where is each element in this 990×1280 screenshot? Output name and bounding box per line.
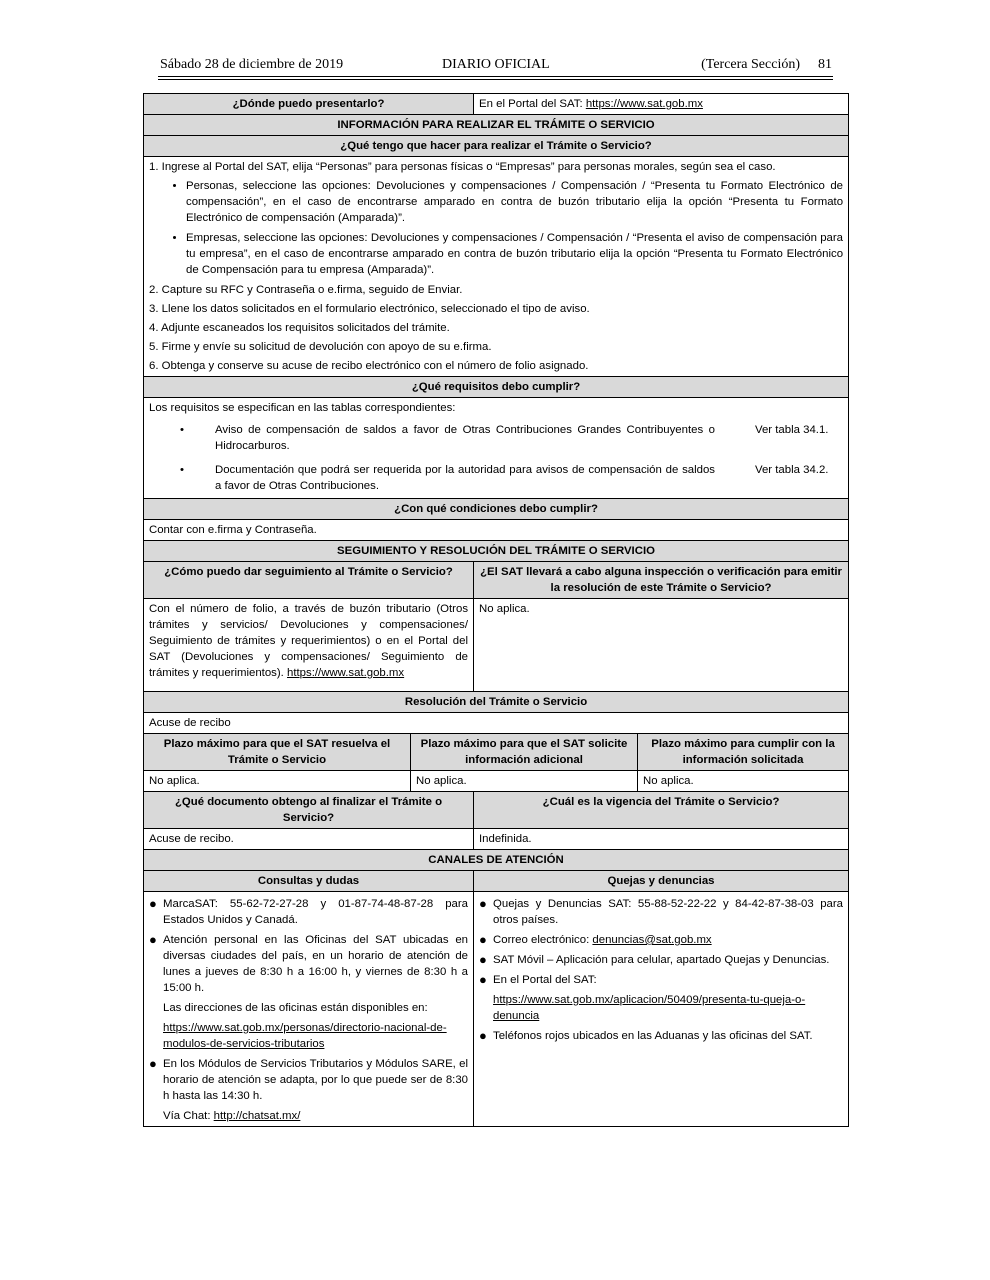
- how-steps: [144, 157, 849, 377]
- followup-answer: Con el número de folio, a través de buzón tributario (Otros trámites y servicios/ Devoluciones y compensaciones/ Seguimiento de trámites y requerimientos) o en el Portal del SAT (Devoluciones y compensaciones/ Seguimiento de trámites y requerimientos). https://www.sat.gob.mx: [144, 599, 474, 692]
- inspection-answer: No aplica.: [474, 599, 849, 692]
- channel-item: ● En el Portal del SAT: https://www.sat.gob.mx/aplicacion/50409/presenta-tu-queja-o-denuncia: [479, 972, 843, 1024]
- bullet-icon: ●: [149, 1056, 157, 1071]
- requirements-body: [144, 398, 849, 499]
- header-rule-top: [158, 76, 833, 77]
- requirement-item: • Aviso de compensación de saldos a favor de Otras Contribuciones Grandes Contribuyentes o Hidrocarburos. Ver tabla 34.1.: [149, 422, 843, 454]
- channels-heading: CANALES DE ATENCIÓN: [144, 850, 849, 871]
- conditions-question: ¿Con qué condiciones debo cumplir?: [144, 499, 849, 520]
- document-answer: Acuse de recibo.: [144, 829, 474, 850]
- requirements-intro: Los requisitos se especifican en las tablas correspondientes:: [149, 402, 456, 414]
- email-link[interactable]: denuncias@sat.gob.mx: [592, 934, 712, 946]
- bullet-icon: ●: [149, 932, 157, 947]
- procedure-table: [143, 93, 849, 1127]
- bullet-icon: •: [180, 424, 184, 436]
- where-answer: En el Portal del SAT: https://www.sat.gob.mx: [474, 94, 849, 115]
- sat-portal-link[interactable]: https://www.sat.gob.mx: [585, 98, 703, 110]
- option-empresas: • Empresas, seleccione las opciones: Devoluciones y compensaciones / Compensación / “Presenta el aviso de compensación para tu empresa”, en el caso de encontrarse amparado en contra de buzón tributario elija la opción “Presenta tu Formato Electrónico de Compensación para tu empresa (Amparada)”.: [186, 230, 843, 278]
- deadline-resolve-value: No aplica.: [144, 771, 411, 792]
- bullet-icon: ●: [479, 972, 487, 987]
- followup-heading: SEGUIMIENTO Y RESOLUCIÓN DEL TRÁMITE O SERVICIO: [144, 541, 849, 562]
- deadline-resolve-header: Plazo máximo para que el SAT resuelva el Trámite o Servicio: [144, 734, 411, 771]
- resolution-answer: Acuse de recibo: [144, 713, 849, 734]
- step-1: 1. Ingrese al Portal del SAT, elija “Personas” para personas físicas o “Empresas” para personas morales, según sea el caso.: [149, 161, 776, 173]
- followup-question: ¿Cómo puedo dar seguimiento al Trámite o Servicio?: [144, 562, 474, 599]
- deadline-comply-value: No aplica.: [638, 771, 849, 792]
- where-row: [144, 94, 849, 115]
- option-personas: • Personas, seleccione las opciones: Devoluciones y compensaciones / Compensación / “Presenta tu Formato Electrónico de compensación”, en el caso de encontrarse amparado en contra de buzón tributario elija la opción “Presenta tu Formato Electrónico de compensación (Amparada)”.: [186, 178, 843, 226]
- table-reference: Ver tabla 34.2.: [755, 464, 829, 476]
- consultas-heading: Consultas y dudas: [144, 871, 474, 892]
- bullet-icon: ●: [479, 896, 487, 911]
- offices-note: Las direcciones de las oficinas están disponibles en:: [163, 1002, 428, 1014]
- step-6: 6. Obtenga y conserve su acuse de recibo electrónico con el número de folio asignado.: [149, 360, 589, 372]
- resolution-heading: Resolución del Trámite o Servicio: [144, 692, 849, 713]
- complaint-link[interactable]: https://www.sat.gob.mx/aplicacion/50409/presenta-tu-queja-o-denuncia: [493, 994, 806, 1022]
- header-rule-bottom: [158, 79, 833, 80]
- step-3: 3. Llene los datos solicitados en el formulario electrónico, seleccionado el tipo de aviso.: [149, 303, 590, 315]
- channel-item: ● MarcaSAT: 55-62-72-27-28 y 01-87-74-48-87-28 para Estados Unidos y Canadá.: [149, 896, 469, 926]
- channel-item: ● En los Módulos de Servicios Tributarios y Módulos SARE, el horario de atención se adapta, por lo que puede ser de 8:30 h hasta las 14:30 h.: [149, 1056, 469, 1102]
- header-page-number: 81: [818, 57, 832, 72]
- step-1-options: [149, 178, 843, 278]
- requirements-question: ¿Qué requisitos debo cumplir?: [144, 377, 849, 398]
- how-question: ¿Qué tengo que hacer para realizar el Trámite o Servicio?: [144, 136, 849, 157]
- bullet-icon: ●: [479, 952, 487, 967]
- quejas-body: [474, 892, 849, 1127]
- table-reference: Ver tabla 34.1.: [755, 424, 829, 436]
- header-title: DIARIO OFICIAL: [442, 57, 550, 72]
- step-2: 2. Capture su RFC y Contraseña o e.firma, seguido de Enviar.: [149, 284, 463, 296]
- sat-portal-link[interactable]: https://www.sat.gob.mx: [287, 667, 405, 679]
- bullet-icon: ●: [479, 1028, 487, 1043]
- chat-line: Vía Chat: http://chatsat.mx/: [163, 1110, 301, 1122]
- channel-item: ● Quejas y Denuncias SAT: 55-88-52-22-22 y 84-42-87-38-03 para otros países.: [479, 896, 844, 926]
- validity-answer: Indefinida.: [474, 829, 849, 850]
- requirement-item: • Documentación que podrá ser requerida por la autoridad para avisos de compensación de saldos a favor de Otras Contribuciones. Ver tabla 34.2.: [149, 462, 843, 494]
- consultas-body: [144, 892, 474, 1127]
- step-5: 5. Firme y envíe su solicitud de devolución con apoyo de su e.firma.: [149, 341, 492, 353]
- page-header: [160, 57, 832, 77]
- deadline-comply-header: Plazo máximo para cumplir con la información solicitada: [638, 734, 849, 771]
- offices-directory-link[interactable]: https://www.sat.gob.mx/personas/directorio-nacional-de-modulos-de-servicios-tributarios: [163, 1022, 447, 1050]
- info-heading: INFORMACIÓN PARA REALIZAR EL TRÁMITE O SERVICIO: [144, 115, 849, 136]
- channel-item: ● Correo electrónico: denuncias@sat.gob.mx: [479, 932, 712, 947]
- conditions-answer: Contar con e.firma y Contraseña.: [144, 520, 849, 541]
- quejas-heading: Quejas y denuncias: [474, 871, 849, 892]
- channel-item: ● Atención personal en las Oficinas del SAT ubicadas en diversas ciudades del país, en un horario de atención de lunes a jueves de 8:30 h a 16:00 h, y viernes de 8:30 h a 15:00 h.: [149, 932, 469, 994]
- channel-item: ● SAT Móvil – Aplicación para celular, apartado Quejas y Denuncias.: [479, 952, 830, 967]
- bullet-icon: ●: [149, 896, 157, 911]
- document-question: ¿Qué documento obtengo al finalizar el Trámite o Servicio?: [144, 792, 474, 829]
- validity-question: ¿Cuál es la vigencia del Trámite o Servicio?: [474, 792, 849, 829]
- chat-link[interactable]: http://chatsat.mx/: [213, 1110, 301, 1122]
- bullet-icon: •: [180, 464, 184, 476]
- step-4: 4. Adjunte escaneados los requisitos solicitados del trámite.: [149, 322, 450, 334]
- bullet-icon: ●: [479, 932, 487, 947]
- deadline-request-value: No aplica.: [411, 771, 638, 792]
- inspection-question: ¿El SAT llevará a cabo alguna inspección o verificación para emitir la resolución de este Trámite o Servicio?: [474, 562, 849, 599]
- header-date: Sábado 28 de diciembre de 2019: [160, 57, 344, 72]
- deadline-request-header: Plazo máximo para que el SAT solicite información adicional: [411, 734, 638, 771]
- header-section: (Tercera Sección): [701, 57, 800, 72]
- channel-item: ● Teléfonos rojos ubicados en las Aduanas y las oficinas del SAT.: [479, 1028, 813, 1043]
- where-question: ¿Dónde puedo presentarlo?: [144, 94, 474, 115]
